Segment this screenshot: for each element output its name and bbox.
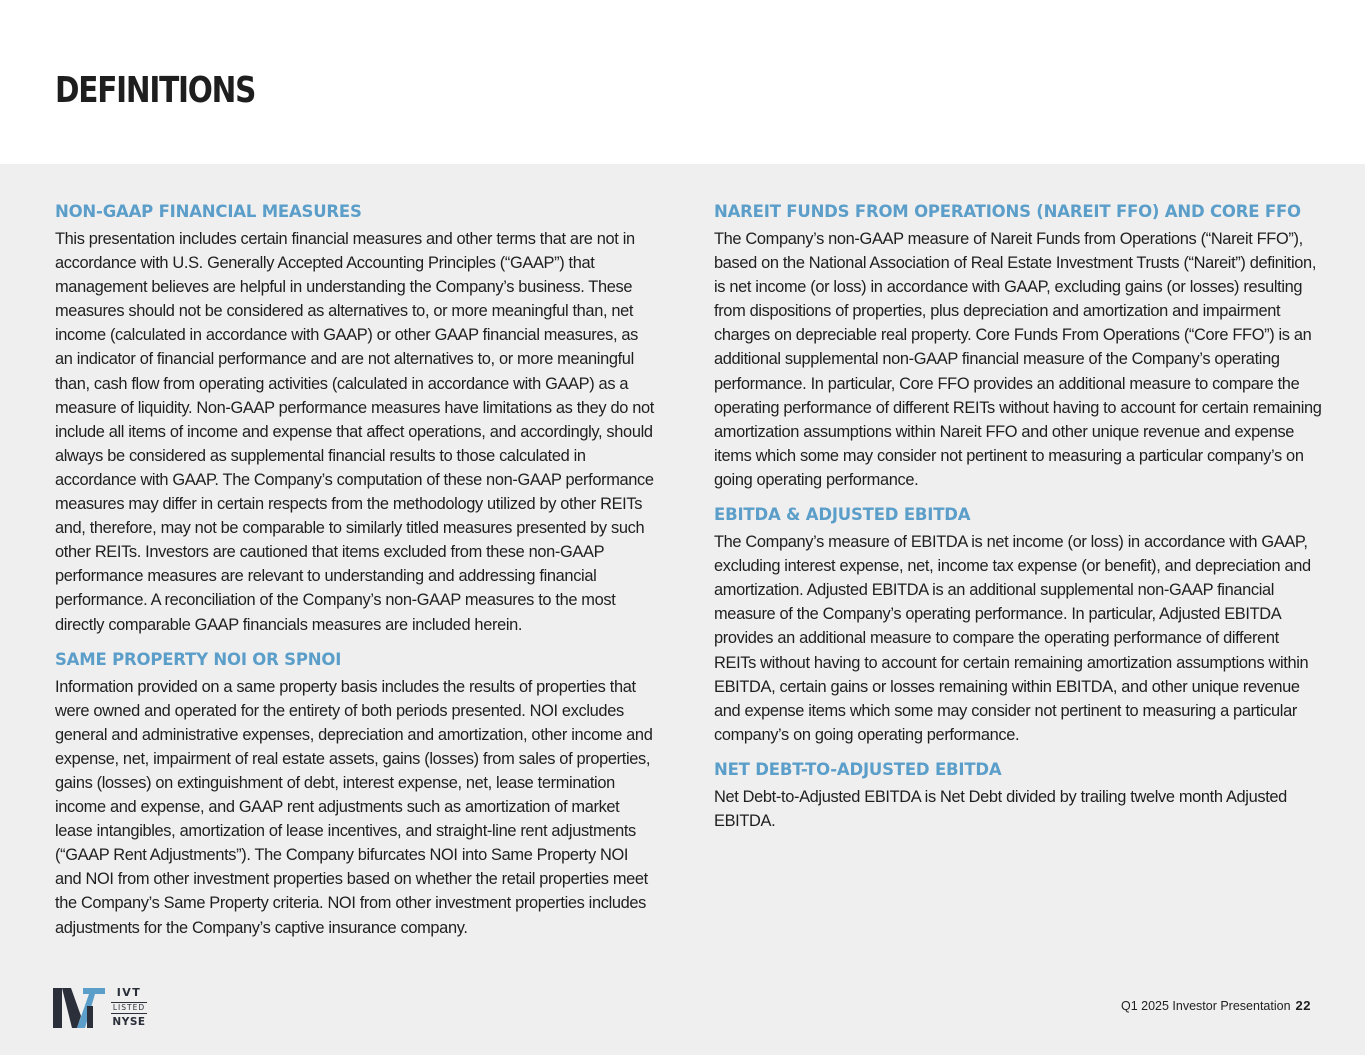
- section-heading: EBITDA & ADJUSTED EBITDA: [714, 505, 971, 525]
- section-ebitda: [714, 503, 1324, 747]
- section-nareit-ffo: [714, 200, 1324, 492]
- page-number: 22: [1295, 998, 1311, 1013]
- section-heading: NET DEBT-TO-ADJUSTED EBITDA: [714, 759, 1002, 779]
- page-footer: [1121, 998, 1311, 1013]
- ivt-logo-mark-icon: [53, 988, 107, 1030]
- section-body: Information provided on a same property basis includes the results of properties that were owned and operated for the entirety of both periods presented. NOI excludes general and administrative expenses, depreciation and amortization, other income and expense, net, impairment of real estate assets, gains (losses) from sales of properties, gains (losses) on extinguishment of debt, interest expense, net, lease termination income and expense, and GAAP rent adjustments such as amortization of market lease intangibles, amortization of lease incentives, and straight-line rent adjustments (“GAAP Rent Adjustments”). The Company bifurcates NOI into Same Property NOI and NOI from other investment properties based on whether the retail properties meet the Company’s Same Property criteria. NOI from other investment properties includes adjustments for the Company’s captive insurance company.: [55, 677, 653, 937]
- section-body: This presentation includes certain financial measures and other terms that are not in accordance with U.S. Generally Accepted Accounting Principles (“GAAP”) that management believes are helpful in understanding the Company’s business. These measures should not be considered as alternatives to, or more meaningful than, net income (calculated in accordance with GAAP) or other GAAP financial measures, as an indicator of financial performance and are not alternatives to, or more meaningful than, cash flow from operating activities (calculated in accordance with GAAP) as a measure of liquidity. Non-GAAP performance measures have limitations as they do not include all items of income and expense that affect operations, and accordingly, should always be considered as supplemental financial results to those calculated in accordance with GAAP. The Company’s computation of these non-GAAP performance measures may differ in certain respects from the methodology utilized by other REITs and, therefore, may not be comparable to similarly titled measures presented by such other REITs. Investors are cautioned that items excluded from these non-GAAP performance measures are relevant to understanding and addressing financial performance. A reconciliation of the Company’s non-GAAP measures to the most directly comparable GAAP financials measures are included herein.: [55, 230, 654, 634]
- section-body: The Company’s measure of EBITDA is net income (or loss) in accordance with GAAP, excluding interest expense, net, income tax expense (or benefit), and depreciation and amortization. Adjusted EBITDA is an additional supplemental non-GAAP financial measure of the Company’s operating performance. In particular, Adjusted EBITDA provides an additional measure to compare the operating performance of different REITs without having to account for certain remaining amortization assumptions within EBITDA, certain gains or losses remaining within EBITDA, and other unique revenue and expense items which some may consider not pertinent to measuring a particular company’s on going operating performance.: [714, 533, 1311, 744]
- right-column: [714, 200, 1324, 844]
- logo-ticker: IVT: [116, 986, 142, 999]
- section-heading: SAME PROPERTY NOI OR SPNOI: [55, 649, 342, 669]
- section-same-property-noi: [55, 648, 655, 940]
- section-non-gaap: [55, 200, 655, 637]
- logo-exchange: NYSE: [112, 1016, 146, 1028]
- page-header: [0, 0, 1365, 164]
- ivt-nyse-logo: [53, 986, 163, 1031]
- section-heading: NON-GAAP FINANCIAL MEASURES: [55, 202, 362, 221]
- left-column: [55, 200, 655, 951]
- page-title: DEFINITIONS: [55, 70, 256, 111]
- section-heading: NAREIT FUNDS FROM OPERATIONS (NAREIT FFO) AND CORE FFO: [714, 202, 1301, 221]
- section-body: The Company’s non-GAAP measure of Nareit Funds from Operations (“Nareit FFO”), based on the National Association of Real Estate Investment Trusts (“Nareit”) definition, is net income (or loss) in accordance with GAAP, excluding gains (or losses) resulting from dispositions of properties, plus depreciation and amortization and impairment charges on depreciable real property. Core Funds From Operations (“Core FFO”) is an additional supplemental non-GAAP financial measure of the Company’s operating performance. In particular, Core FFO provides an additional measure to compare the operating performance of different REITs without having to account for certain remaining amortization assumptions within Nareit FFO and other unique revenue and expense items which some may consider not pertinent to measuring a particular company’s on going operating performance.: [714, 230, 1322, 489]
- logo-listed: LISTED: [112, 1003, 146, 1012]
- footer-label: Q1 2025 Investor Presentation: [1120, 999, 1291, 1013]
- section-body: Net Debt-to-Adjusted EBITDA is Net Debt divided by trailing twelve month Adjusted EBITDA.: [714, 787, 1287, 830]
- section-net-debt: [714, 758, 1324, 833]
